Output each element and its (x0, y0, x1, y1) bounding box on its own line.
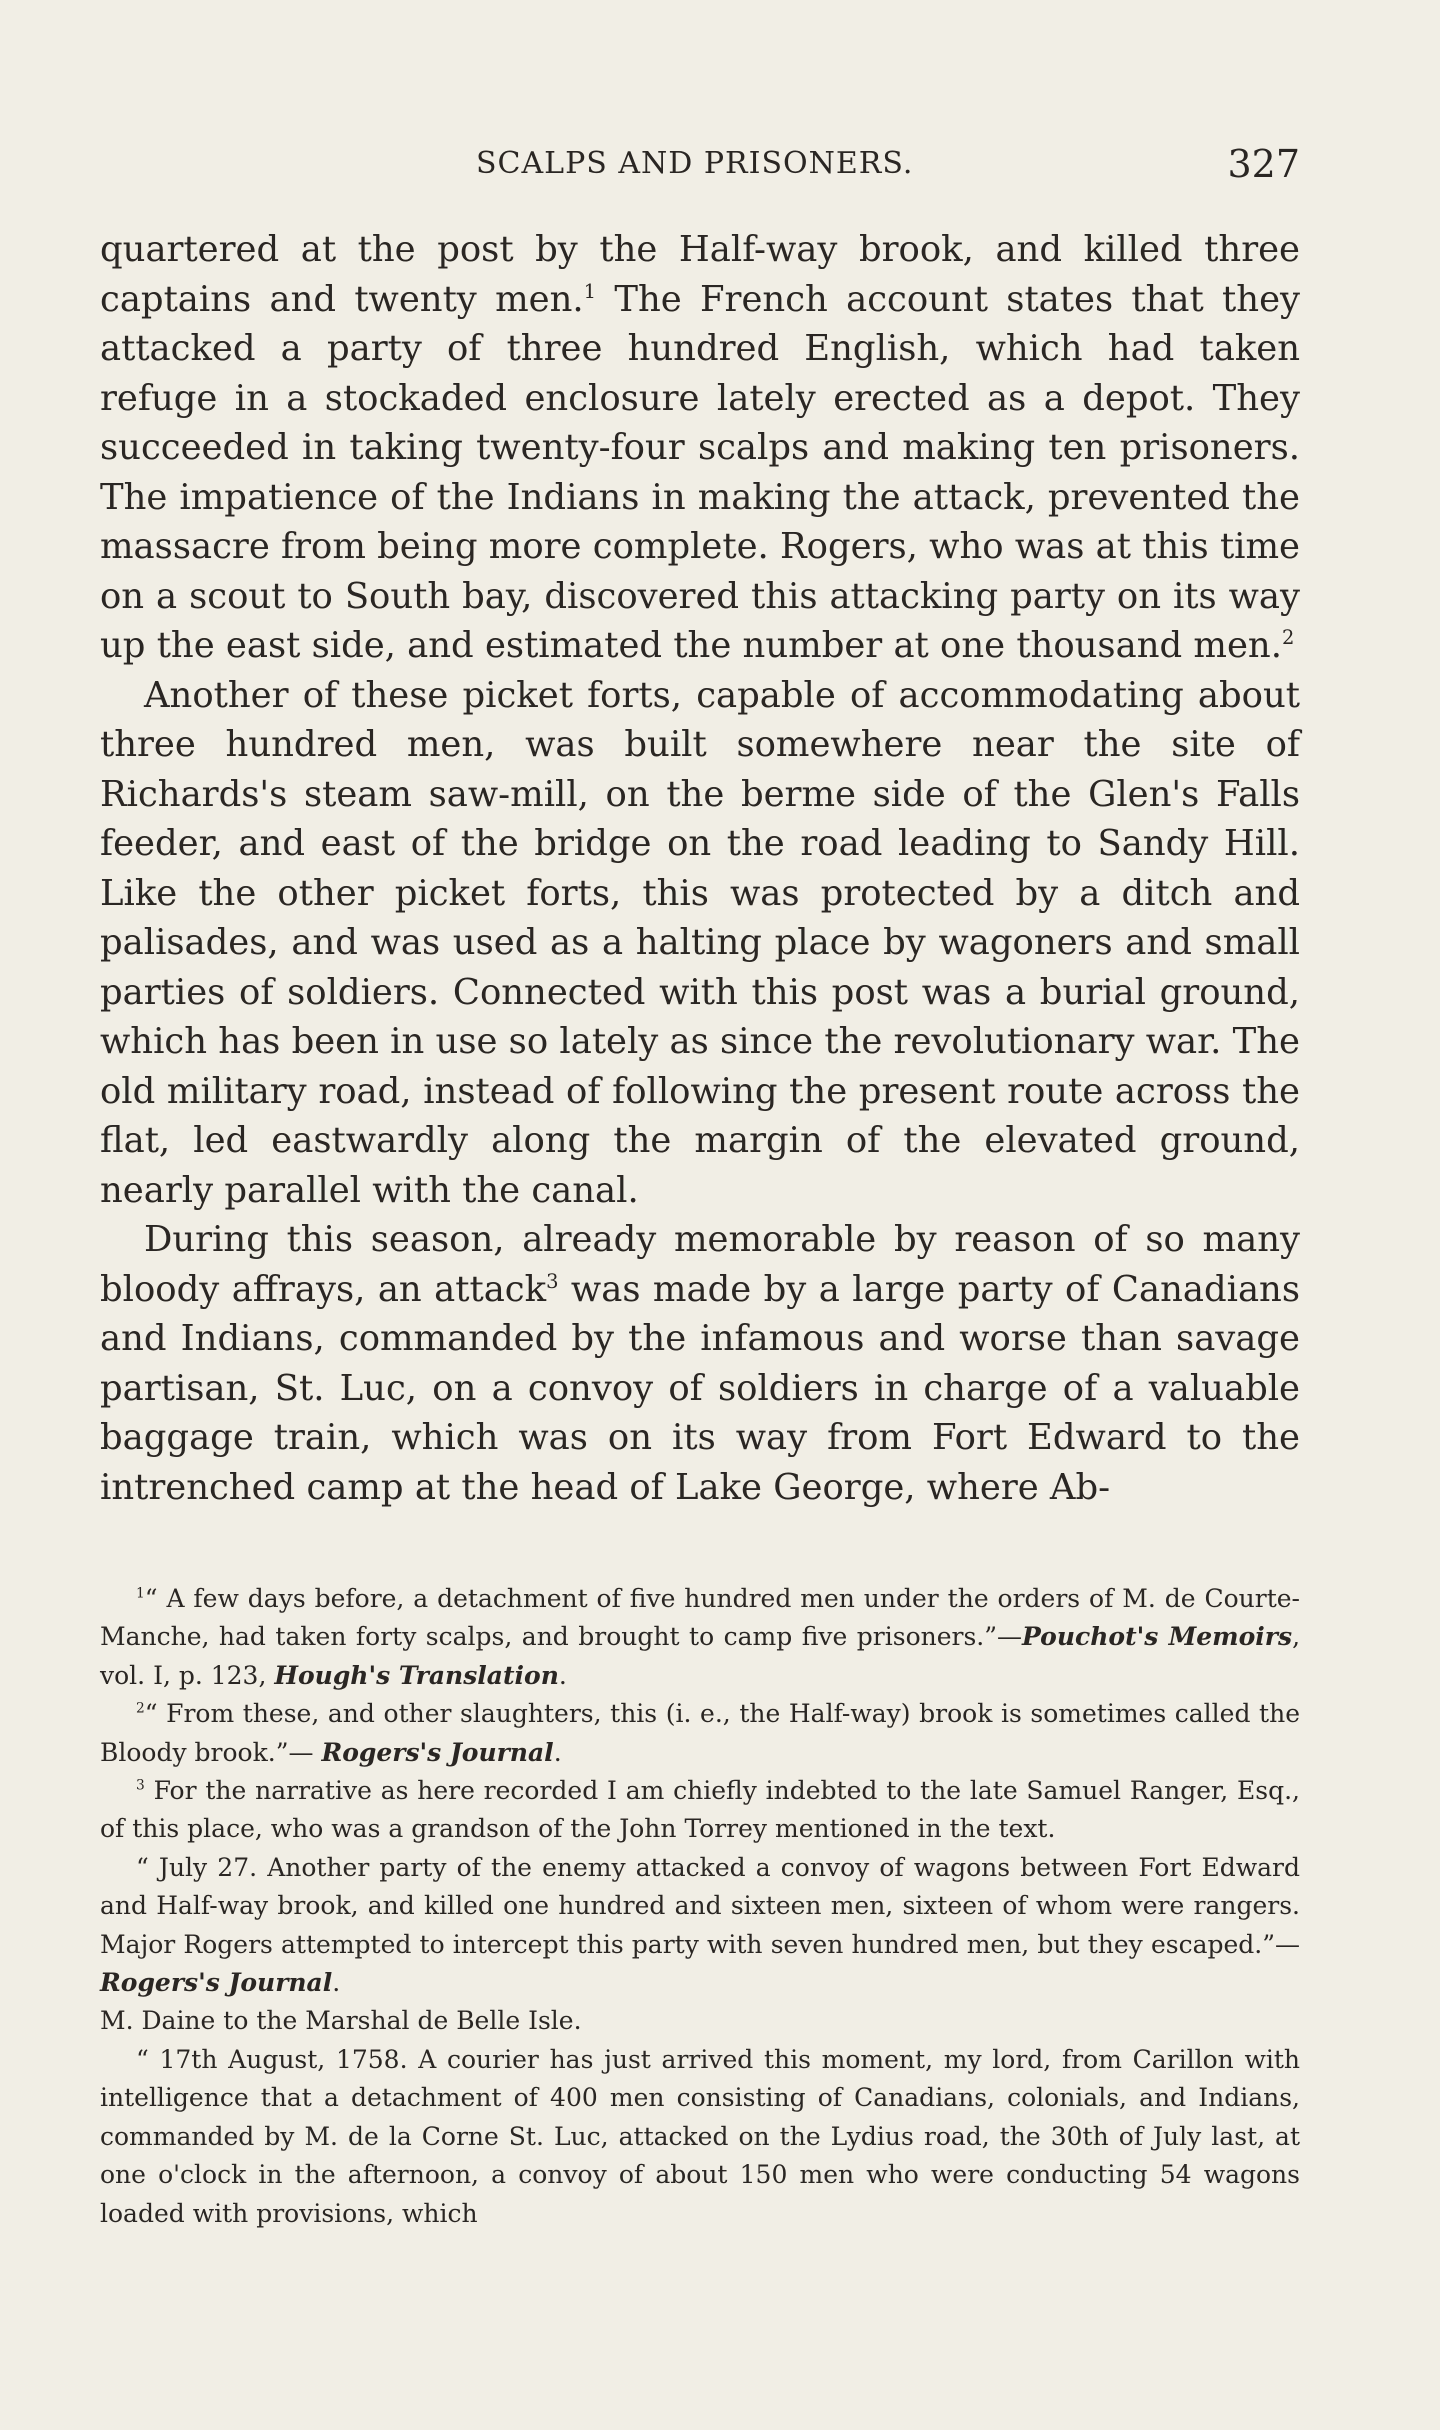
footnote-3-letter-heading: M. Daine to the Marshal de Belle Isle. (100, 2006, 582, 2036)
footnote-ref-1: 1 (583, 279, 597, 303)
paragraph-1-text-a: quartered at the post by the Half-way brook, and killed three captains and twenty men. (100, 229, 1300, 320)
footnote-3-text: For the narrative as here recorded I am chiefly indebted to the late Samuel Ranger, Esq., of this place, who was a grandson of the John Torrey mentioned in the text. (100, 1776, 1300, 1844)
footnote-2-mark: 2 (136, 1700, 145, 1717)
footnote-1-mid: , vol. I, p. 123, (100, 1622, 1301, 1690)
footnote-2-source: Rogers's Journal (321, 1737, 554, 1767)
footnote-2-text: “ From these, and other slaughters, this (i. e., the Half-way) brook is sometimes called the Bloody brook.”— (100, 1699, 1300, 1767)
footnote-ref-3: 3 (546, 1269, 559, 1293)
footnote-1-source: Pouchot's Memoirs (1022, 1622, 1293, 1652)
paragraph-1-text-b: The French account states that they attacked a party of three hundred English, which had taken refuge in a stockaded enclosure lately erected as a depot. They succeeded in taking twenty-four scalps and making ten prisoners. The impatience of the Indians in making the attack, prevented the massacre from being more complete. Rogers, who was at this time on a scout to South bay, discovered this attacking party on its way up the east side, and estimated the number at one thousand men. (100, 278, 1301, 666)
footnote-1-text: “ A few days before, a detachment of five hundred men under the orders of M. de Courte-Manche, had taken forty scalps, and brought to camp five prisoners.”— (100, 1584, 1300, 1652)
paragraph-1 (100, 225, 1300, 671)
footnote-3-quote-rogers (100, 1849, 1300, 2003)
page-number: 327 (1227, 142, 1300, 186)
footnote-1-end: . (558, 1660, 567, 1690)
footnote-2-end: . (553, 1737, 562, 1767)
footnote-3-quote-text: “ July 27. Another party of the enemy attacked a convoy of wagons between Fort Edward and Half-way brook, and killed one hundred and sixteen men, sixteen of whom were rangers. Major Rogers attempted to intercept this party with seven hundred men, but they escaped.”— (100, 1852, 1300, 1959)
page-header (100, 142, 1300, 192)
footnote-3-quote-source: Rogers's Journal (100, 1968, 333, 1998)
footnote-2 (100, 1695, 1300, 1772)
footnote-ref-2: 2 (1281, 626, 1295, 650)
footnote-1 (100, 1580, 1300, 1695)
footnote-3-quote-end: . (332, 1968, 341, 1998)
paragraph-3 (100, 1215, 1300, 1512)
running-head: SCALPS AND PRISONERS. (476, 146, 914, 181)
paragraph-2: Another of these picket forts, capable of accommodating about three hundred men, was built somewhere near the site of Richards's steam saw-mill, on the berme side of the Glen's Falls feeder, and east of the bridge on the road leading to Sandy Hill. Like the other picket forts, this was protected by a ditch and palisades, and was used as a halting place by wagoners and small parties of soldiers. Connected with this post was a burial ground, which has been in use so lately as since the revolutionary war. The old military road, instead of following the present route across the flat, led eastwardly along the margin of the elevated ground, nearly parallel with the canal. (100, 674, 1300, 1211)
main-text (100, 225, 1300, 1512)
footnote-3-letter-text: “ 17th August, 1758. A courier has just arrived this moment, my lord, from Carillon with intelligence that a detachment of 400 men consisting of Canadians, colonials, and Indians, commanded by M. de la Corne St. Luc, attacked on the Lydius road, the 30th of July last, at one o'clock in the afternoon, a convoy of about 150 men who were conducting 54 wagons loaded with provisions, which (100, 2044, 1300, 2228)
footnote-3 (100, 1772, 1300, 1849)
footnote-1-source-2: Hough's Translation (274, 1660, 559, 1690)
footnote-3-mark: 3 (136, 1777, 145, 1794)
paragraph-3-text-b: was made by a large party of Canadians and Indians, commanded by the infamous and worse than savage partisan, St. Luc, on a convoy of soldiers in charge of a valuable baggage train, which was on its way from Fort Edward to the intrenched camp at the head of Lake George, where Ab- (100, 1268, 1301, 1508)
footnotes (100, 1580, 1300, 2233)
paragraph-3-text-a: During this season, already memorable by reason of so many bloody affrays, an attack (100, 1219, 1300, 1310)
footnote-1-mark: 1 (136, 1585, 145, 1602)
